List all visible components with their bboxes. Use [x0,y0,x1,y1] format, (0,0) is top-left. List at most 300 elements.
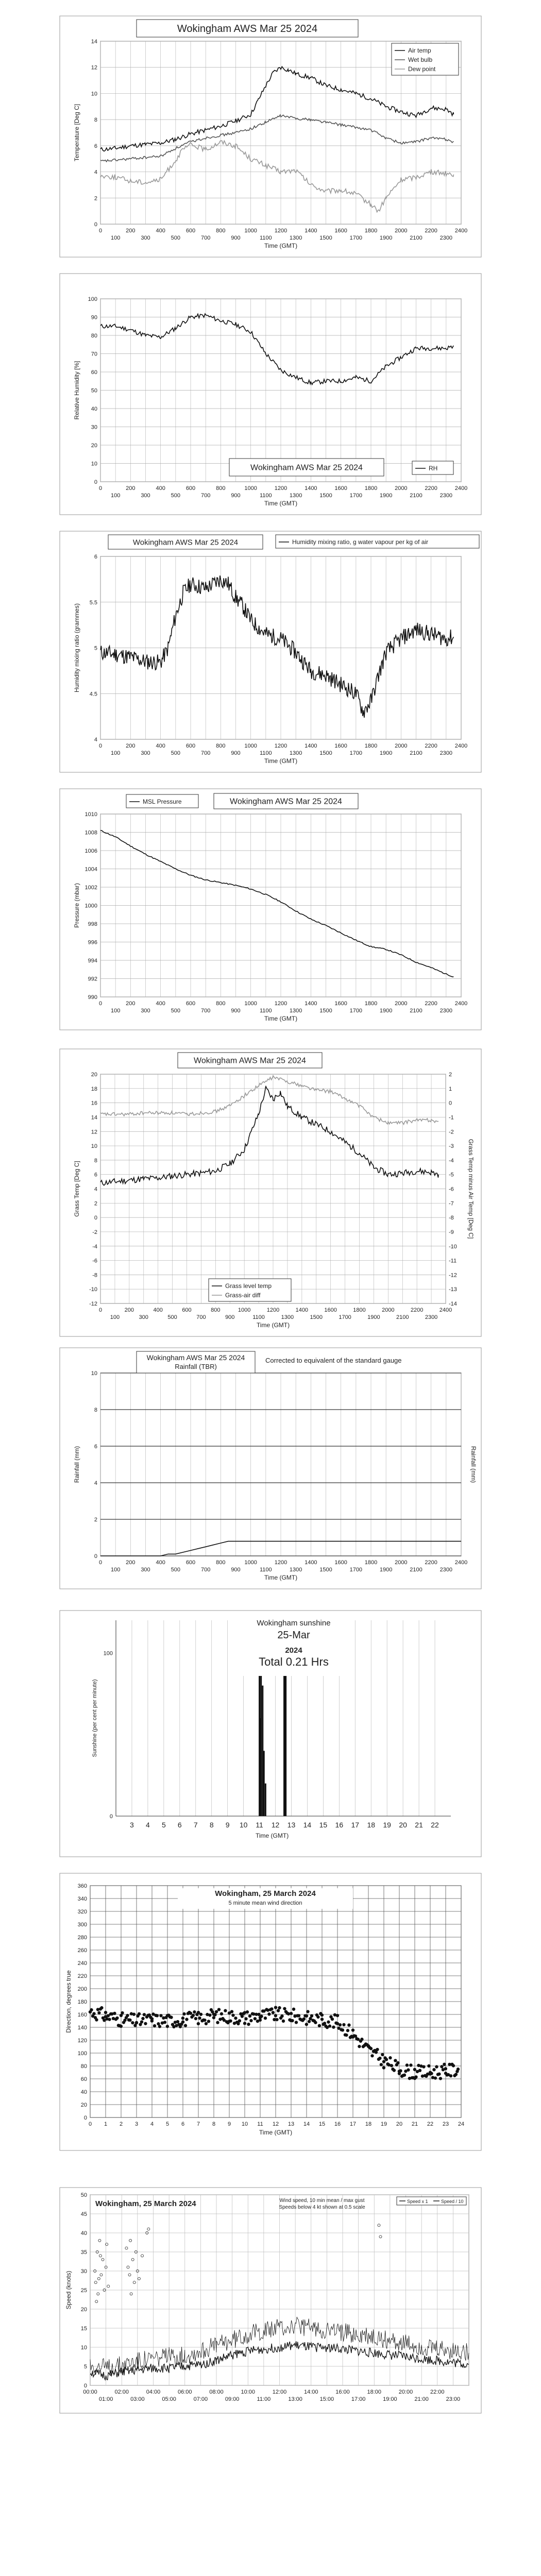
direction-point [452,2064,455,2067]
direction-point [198,2016,201,2020]
direction-point [224,2009,227,2012]
x-tick-label: 21 [415,1821,423,1829]
x-tick-label: 13 [287,1821,296,1829]
x-tick-label: 1900 [379,1008,393,1014]
direction-point [244,2017,247,2020]
direction-point [113,2012,116,2015]
direction-point [358,2045,361,2048]
x-tick-label: 2200 [425,1560,437,1566]
sunshine-chart [59,1610,482,1857]
direction-point [305,2014,308,2018]
y-tick-label: 90 [91,314,97,321]
y-tick-label: 100 [88,296,97,302]
y-tick-label: 40 [80,2230,87,2236]
direction-point [194,2017,197,2020]
direction-point [282,2020,285,2023]
chart-date: 25-Mar [277,1630,310,1641]
x-tick-label: 700 [200,493,211,499]
chart-title: Wokingham, 25 March 2024 [215,1889,316,1898]
direction-point [274,2006,277,2009]
x-tick-label: 2100 [410,1008,422,1014]
x-tick-label: 23:00 [446,2396,461,2402]
y-tick-label: 1000 [84,903,97,909]
x-tick-label: 17 [349,2121,357,2127]
x-tick-label: 600 [185,1560,196,1566]
x-tick-label: 2000 [395,1560,408,1566]
direction-point [320,2018,324,2021]
x-tick-label: 600 [182,1307,192,1313]
y2-tick-label: -4 [449,1157,454,1164]
direction-point [115,2016,119,2020]
y-tick-label: 12 [91,1129,97,1136]
x-tick-label: 1000 [244,1001,257,1007]
x-tick-label: 14:00 [303,2389,318,2395]
direction-point [248,2014,251,2018]
pressure-chart [59,788,482,1030]
direction-point [434,2076,437,2079]
direction-point [159,2014,162,2017]
direction-point [92,2012,95,2015]
x-tick-label: 4 [150,2121,154,2127]
y2-tick-label: -14 [449,1301,457,1307]
x-tick-label: 2300 [439,1008,453,1014]
x-tick-label: 24 [458,2121,465,2127]
direction-point [231,2013,234,2016]
y-tick-label: 16 [91,1100,97,1107]
x-tick-label: 16 [334,2121,341,2127]
direction-point [414,2075,417,2078]
sunshine-bar [260,1653,262,1816]
y-tick-label: 6 [94,1444,97,1450]
direction-point [278,2006,281,2009]
direction-point [336,2014,339,2017]
x-tick-label: 200 [126,485,136,492]
y-axis-label: Pressure (mbar) [73,883,80,928]
y-tick-label: 140 [77,2025,87,2031]
direction-point [435,2065,438,2068]
y-tick-label: 10 [80,2345,87,2351]
x-tick-label: 200 [126,743,136,749]
direction-point [247,2023,250,2026]
direction-point [380,2063,383,2066]
direction-point [234,2016,237,2020]
direction-point [440,2065,443,2068]
x-tick-label: 2000 [395,1001,408,1007]
x-tick-label: 1300 [289,1008,302,1014]
x-tick-label: 2200 [425,743,437,749]
x-tick-label: 13 [288,2121,295,2127]
direction-point [220,2012,223,2015]
x-tick-label: 06:00 [177,2389,192,2395]
x-tick-label: 8 [212,2121,216,2127]
legend-label: Wet bulb [408,56,433,63]
sunshine-total: Total 0.21 Hrs [259,1655,329,1668]
y-tick-label: 8 [94,1157,97,1164]
direction-point [236,2022,240,2025]
x-axis-label: Time (GMT) [264,242,298,249]
x-tick-label: 1900 [367,1314,380,1320]
direction-point [277,2009,280,2012]
y-tick-label: 4.5 [89,691,97,698]
direction-point [128,2019,131,2022]
y-tick-label: 220 [77,1973,87,1979]
y-tick-label: 30 [91,424,97,431]
x-axis-label: Time (GMT) [264,500,298,507]
sunshine-bar [265,1784,266,1816]
x-tick-label: 6 [177,1821,182,1829]
x-tick-label: 0 [98,228,103,234]
y-tick-label: 5 [94,645,97,652]
x-tick-label: 700 [200,1008,211,1014]
direction-point [302,2018,306,2021]
direction-point [378,2057,381,2060]
x-tick-label: 300 [141,1008,150,1014]
x-tick-label: 1500 [319,750,332,756]
x-tick-label: 2000 [382,1307,395,1313]
x-tick-label: 9 [227,2121,231,2127]
x-axis-label: Time (GMT) [264,1574,298,1581]
direction-point [272,2011,275,2014]
direction-point [430,2072,433,2075]
y-tick-label: 1004 [84,866,97,873]
direction-point [413,2068,416,2071]
y-tick-label: 4 [94,1480,97,1486]
x-tick-label: 2000 [395,228,408,234]
x-tick-label: 1200 [274,743,288,749]
direction-point [370,2054,374,2057]
direction-point [292,2008,295,2011]
x-tick-label: 1100 [260,235,272,241]
chart-title: Wokingham AWS Mar 25 2024 [250,463,363,472]
x-tick-label: 11 [257,2121,263,2127]
x-tick-label: 1200 [274,1001,288,1007]
x-tick-label: 2100 [410,235,422,241]
x-tick-label: 11:00 [257,2396,271,2402]
direction-point [327,2021,330,2024]
y-tick-label: 996 [88,939,97,946]
direction-point [267,2012,270,2015]
x-tick-label: 2300 [439,1567,453,1573]
rainfall-chart [59,1347,482,1589]
y-tick-label: 10 [91,91,97,97]
x-tick-label: 1700 [349,1567,363,1573]
x-tick-label: 09:00 [225,2396,240,2402]
x-tick-label: 10 [241,2121,248,2127]
x-tick-label: 17 [351,1821,360,1829]
x-tick-label: 1400 [295,1307,309,1313]
chart-title: Wokingham sunshine [257,1619,331,1628]
x-tick-label: 2100 [410,493,422,499]
direction-point [394,2059,397,2062]
y2-tick-label: -8 [449,1215,454,1222]
x-tick-label: 1900 [379,1567,393,1573]
y-tick-label: 0 [83,2115,87,2121]
direction-point [316,2015,319,2019]
x-tick-label: 22 [427,2121,434,2127]
direction-point [291,2019,294,2022]
x-tick-label: 21:00 [414,2396,429,2402]
x-tick-label: 300 [141,1567,150,1573]
x-tick-label: 1700 [349,235,363,241]
y-tick-label: 4 [94,169,97,176]
y-tick-label: 340 [77,1896,87,1902]
direction-point [197,2022,200,2025]
y-tick-label: 240 [77,1960,87,1967]
x-tick-label: 22:00 [430,2389,445,2395]
y-tick-label: 5.5 [89,599,97,606]
wind-direction-chart [59,1873,482,2151]
direction-point [140,2020,143,2023]
direction-point [158,2025,161,2028]
x-axis-label: Time (GMT) [259,2129,293,2136]
direction-point [418,2069,421,2072]
direction-point [274,2014,277,2017]
sunshine-bar [285,1669,286,1816]
chart-title: Wokingham AWS Mar 25 2024 [146,1353,245,1362]
x-tick-label: 1100 [260,1567,272,1573]
x-tick-label: 1800 [364,1560,378,1566]
x-tick-label: 2200 [410,1307,424,1313]
x-tick-label: 1400 [305,1001,317,1007]
x-tick-label: 1400 [305,743,317,749]
legend-label: Dew point [408,65,436,73]
y-tick-label: 0 [94,222,97,228]
y-tick-label: 1006 [84,848,97,854]
y-tick-label: 320 [77,1909,87,1915]
x-tick-label: 01:00 [98,2396,113,2402]
x-tick-label: 1600 [324,1307,337,1313]
x-tick-label: 04:00 [146,2389,161,2395]
direction-point [120,2025,123,2028]
x-tick-label: 100 [110,750,121,756]
x-tick-label: 1000 [244,743,257,749]
x-tick-label: 1200 [274,1560,288,1566]
y-tick-label: 80 [80,2063,87,2070]
x-tick-label: 900 [231,1008,241,1014]
y-tick-label: 280 [77,1935,87,1941]
x-tick-label: 100 [110,1567,121,1573]
x-tick-label: 900 [231,235,241,241]
y-tick-label: 10 [91,1143,97,1150]
direction-point [320,2013,324,2016]
direction-point [217,2008,221,2011]
y-tick-label: -6 [92,1258,97,1264]
direction-point [121,2011,124,2014]
x-tick-label: 300 [141,750,150,756]
direction-point [205,2022,208,2025]
y-tick-label: 180 [77,1999,87,2005]
x-tick-label: 2000 [395,743,408,749]
x-tick-label: 1100 [260,750,272,756]
y-tick-label: 25 [80,2287,87,2294]
x-tick-label: 1600 [334,1001,347,1007]
direction-point [376,2048,379,2051]
x-tick-label: 800 [211,1307,221,1313]
x-tick-label: 19:00 [383,2396,397,2402]
x-tick-label: 400 [156,228,165,234]
y-axis-label: Humidity mixing ratio (grammes) [73,603,80,692]
x-tick-label: 1000 [238,1307,251,1313]
y-axis-label: Temperature [Deg C] [73,104,80,162]
direction-point [347,2023,350,2026]
x-tick-label: 18 [365,2121,372,2127]
chart-title: Wokingham, 25 March 2024 [95,2199,196,2208]
direction-point [351,2028,354,2031]
x-tick-label: 1900 [379,750,393,756]
x-tick-label: 1000 [244,485,257,492]
x-tick-label: 2300 [439,493,453,499]
direction-point [189,2012,192,2015]
direction-point [163,2021,166,2024]
direction-point [264,2016,267,2020]
y-tick-label: 1010 [84,811,97,818]
x-tick-label: 6 [181,2121,185,2127]
direction-point [90,2008,93,2011]
x-tick-label: 12 [271,1821,280,1829]
y-tick-label: 4 [94,1186,97,1193]
x-tick-label: 11 [256,1821,263,1829]
x-tick-label: 05:00 [162,2396,176,2402]
direction-point [308,2020,311,2023]
y-tick-label: 0 [94,1215,97,1222]
x-tick-label: 1300 [289,1567,302,1573]
y2-tick-label: 0 [449,1100,452,1107]
x-tick-label: 1100 [252,1314,265,1320]
x-tick-label: 16:00 [335,2389,350,2395]
x-tick-label: 0 [98,743,103,749]
direction-point [135,2021,138,2024]
x-tick-label: 2100 [396,1314,409,1320]
y-tick-label: 8 [94,117,97,124]
direction-point [382,2060,385,2063]
y2-tick-label: -9 [449,1229,454,1235]
x-tick-label: 1400 [305,1560,317,1566]
direction-point [360,2038,363,2041]
direction-point [339,2023,342,2026]
y-tick-label: -4 [92,1243,97,1250]
legend-label: RH [429,465,438,472]
direction-point [432,2068,435,2071]
x-tick-label: 1700 [349,750,363,756]
x-tick-label: 21 [411,2121,418,2127]
x-tick-label: 20:00 [398,2389,413,2395]
x-tick-label: 1000 [244,228,257,234]
x-tick-label: 700 [200,1567,211,1573]
y-tick-label: 120 [77,2038,87,2044]
x-tick-label: 2400 [454,743,468,749]
y-tick-label: 20 [80,2102,87,2108]
y-tick-label: 30 [80,2268,87,2275]
y-tick-label: 0 [83,2383,87,2389]
y-tick-label: 100 [77,2050,87,2057]
direction-point [181,2020,184,2023]
x-tick-label: 100 [110,493,121,499]
direction-point [97,2011,100,2014]
x-tick-label: 1600 [334,1560,347,1566]
direction-point [212,2016,215,2019]
x-tick-label: 1800 [364,228,378,234]
x-tick-label: 12 [272,2121,279,2127]
x-tick-label: 200 [124,1307,134,1313]
x-tick-label: 1700 [339,1314,351,1320]
x-tick-label: 19 [380,2121,387,2127]
y-tick-label: 14 [91,1114,97,1121]
x-tick-label: 1200 [274,485,288,492]
y-tick-label: 12 [91,64,97,71]
x-tick-label: 200 [126,1560,136,1566]
direction-point [207,2020,210,2023]
y-tick-label: 20 [80,2307,87,2313]
legend-label: Speed / 10 [441,2199,464,2204]
direction-point [156,2014,159,2017]
legend-label: Air temp [408,47,431,54]
direction-point [203,2019,206,2022]
legend-label: Grass level temp [225,1282,272,1290]
x-tick-label: 8 [209,1821,214,1829]
direction-point [260,2014,263,2018]
mixing-ratio-chart [59,531,482,773]
y2-tick-label: -12 [449,1272,457,1279]
direction-point [246,2010,249,2013]
x-tick-label: 200 [126,228,136,234]
x-tick-label: 2200 [425,1001,437,1007]
chart-subtitle: Rainfall (TBR) [175,1363,217,1370]
x-tick-label: 900 [231,750,241,756]
x-tick-label: 600 [185,743,196,749]
x-tick-label: 1200 [274,228,288,234]
y-tick-label: 8 [94,1407,97,1413]
x-tick-label: 20 [396,2121,403,2127]
direction-point [104,2011,107,2014]
direction-point [385,2058,388,2061]
y-tick-label: 18 [91,1086,97,1092]
y-tick-label: 14 [91,39,97,45]
y-tick-label: 994 [88,958,97,964]
direction-point [323,2022,326,2025]
x-tick-label: 2300 [439,235,453,241]
y-tick-label: 20 [91,1072,97,1078]
x-tick-label: 4 [146,1821,150,1829]
direction-point [346,2029,349,2032]
y2-tick-label: -10 [449,1243,457,1250]
x-tick-label: 3 [134,2121,139,2127]
x-tick-label: 13:00 [288,2396,302,2402]
x-tick-label: 2300 [439,750,453,756]
direction-point [230,2010,233,2013]
y-tick-label: 2 [94,195,97,202]
x-tick-label: 700 [200,235,211,241]
x-tick-label: 1000 [244,1560,257,1566]
direction-point [185,2018,188,2021]
y-tick-label: 998 [88,921,97,927]
x-tick-label: 7 [193,1821,198,1829]
direction-point [138,2012,141,2015]
direction-point [213,2013,216,2016]
x-tick-label: 300 [141,493,150,499]
x-tick-label: 10 [239,1821,248,1829]
x-tick-label: 400 [156,1001,165,1007]
y2-tick-label: -13 [449,1286,457,1293]
x-tick-label: 800 [216,743,226,749]
direction-point [457,2067,460,2071]
legend-label: Speed x 1 [407,2199,428,2204]
direction-point [305,2023,308,2026]
direction-point [405,2063,409,2066]
direction-point [306,2010,309,2013]
direction-point [215,2010,218,2013]
x-tick-label: 08:00 [209,2389,224,2395]
x-tick-label: 900 [225,1314,235,1320]
